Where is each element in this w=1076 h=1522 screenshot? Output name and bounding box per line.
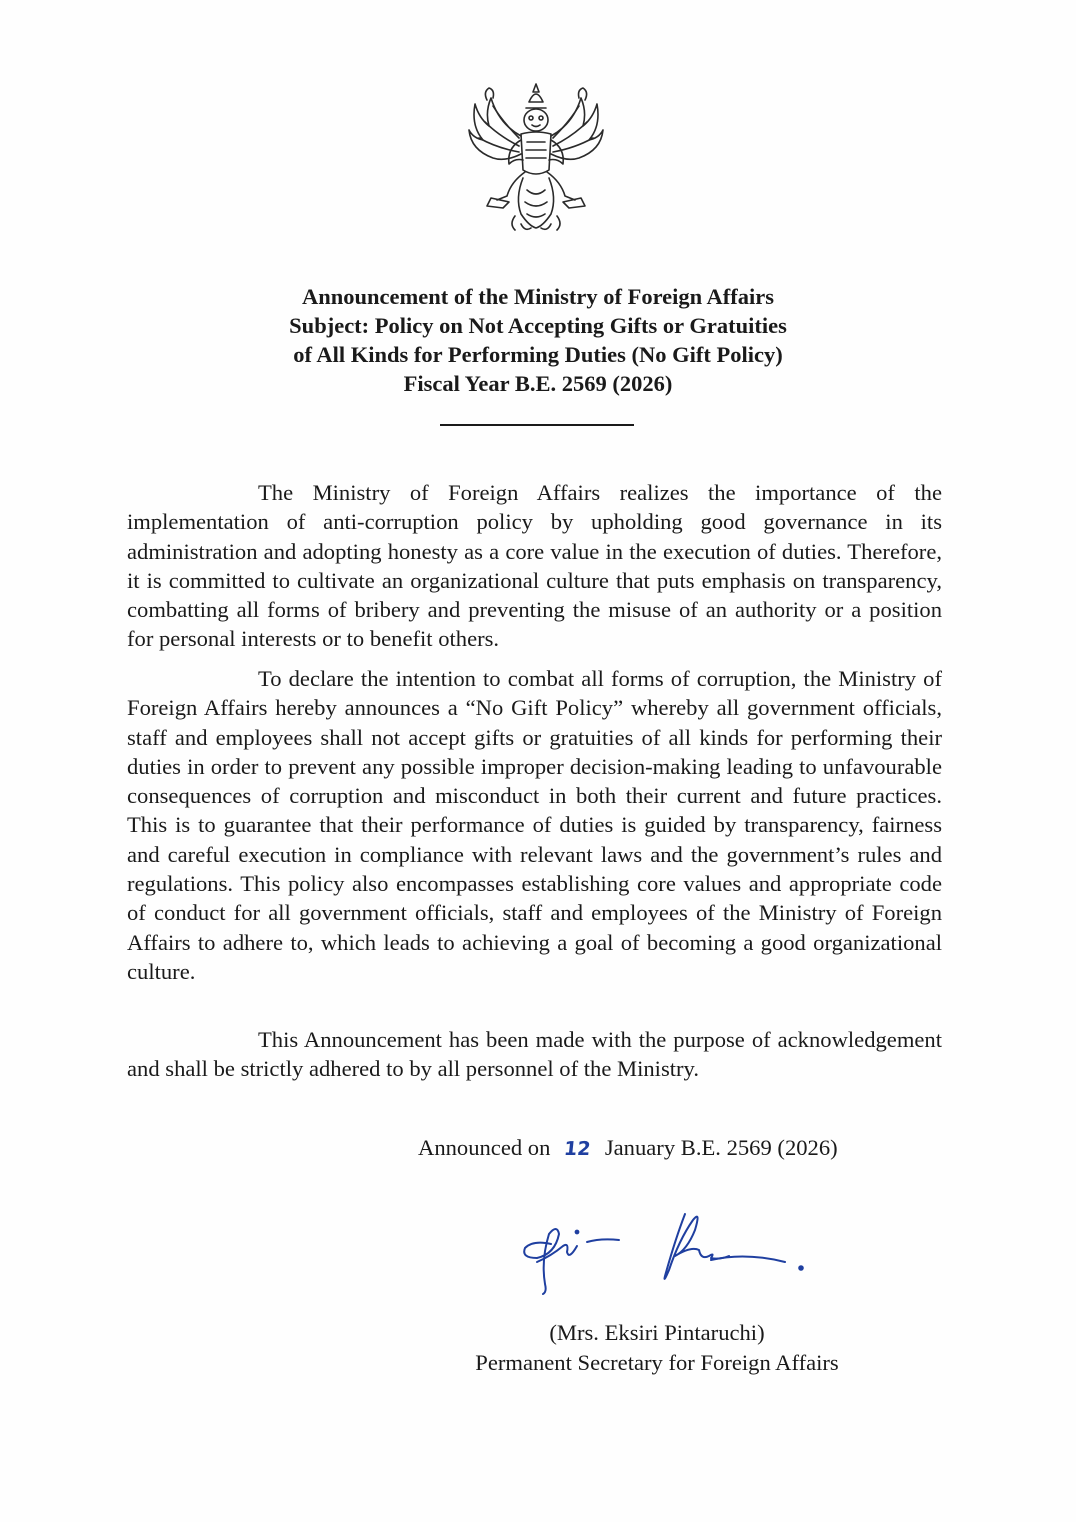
signatory-name: (Mrs. Eksiri Pintaruchi) <box>549 1320 765 1345</box>
body-paragraph-2: To declare the intention to combat all forms of corruption, the Ministry of Foreign Affairs hereby announces a “No Gift Policy” whereby all government officials, staff and employees shall not accept gifts or gratuities of all kinds for performing their duties in order to prevent any possible improper decision-making leading to unfavourable consequences of corruption and misconduct in both their current and future practices. This is to guarantee that their performance of duties is guided by transparency, fairness and careful execution in compliance with relevant laws and the government’s rules and regulations. This policy also encompasses establishing core values and appropriate code of conduct for all government officials, staff and employees of the Ministry of Foreign Affairs to adhere to, which leads to achieving a goal of becoming a good organizational culture. <box>127 666 942 984</box>
body-paragraph-3: This Announcement has been made with the purpose of acknowledgement and shall be strictly adhered to by all personnel of the Ministry. <box>127 1027 942 1082</box>
signatory-block <box>420 1318 894 1378</box>
handwritten-signature <box>515 1200 815 1300</box>
document-heading <box>180 282 896 398</box>
signatory-title: Permanent Secretary for Foreign Affairs <box>475 1350 839 1375</box>
heading-subject-continued: of All Kinds for Performing Duties (No Gift Policy) <box>293 342 783 367</box>
heading-subject: Subject: Policy on Not Accepting Gifts or Gratuities <box>289 313 787 338</box>
heading-divider <box>440 424 634 426</box>
announcement-date-prefix: Announced on <box>418 1135 551 1160</box>
body-paragraph-1: The Ministry of Foreign Affairs realizes the importance of the implementation of anti-corruption policy by upholding good governance in its administration and adopting honesty as a core value in the execution of duties. Therefore, it is committed to cultivate an organizational culture that puts emphasis on transparency, combatting all forms of bribery and preventing the misuse of an authority or a position for personal interests or to benefit others. <box>127 480 942 652</box>
heading-title: Announcement of the Ministry of Foreign Affairs <box>301 284 775 309</box>
announcement-date-day: 12 <box>563 1138 593 1160</box>
heading-fiscal-year: Fiscal Year B.E. 2569 (2026) <box>403 371 673 396</box>
announcement-date-suffix: January B.E. 2569 (2026) <box>604 1135 838 1160</box>
garuda-emblem-icon <box>463 78 609 234</box>
announcement-date <box>418 1133 838 1164</box>
